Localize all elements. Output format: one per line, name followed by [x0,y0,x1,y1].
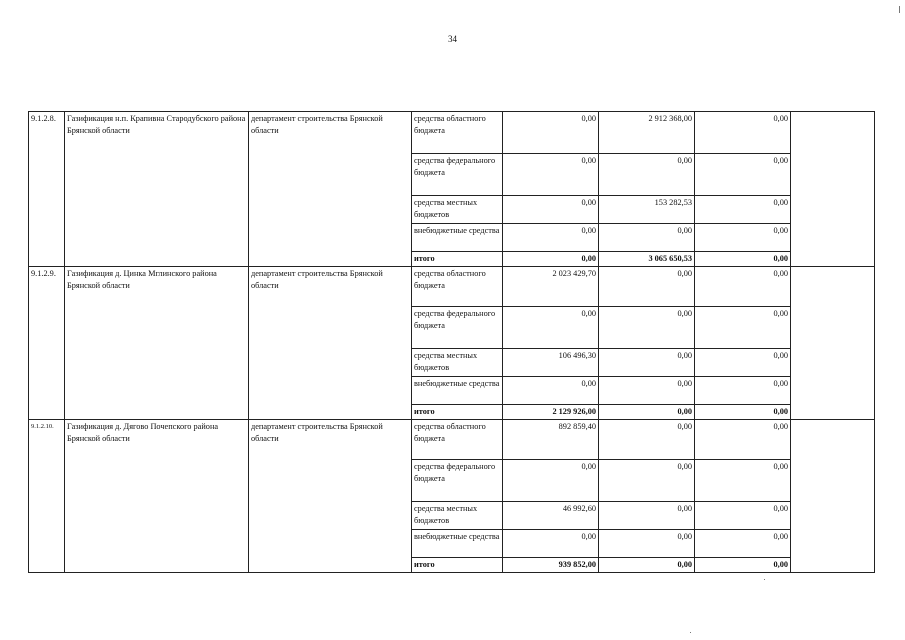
funding-source: средства областного бюджета [412,420,503,460]
value-cell: 0,00 [599,267,695,307]
value-cell: 0,00 [695,377,791,405]
funding-table [28,111,875,573]
value-cell: 0,00 [503,377,599,405]
funding-source: итого [412,405,503,420]
item-code: 9.1.2.8. [29,112,65,267]
scan-dot [690,632,691,633]
funding-source: средства федерального бюджета [412,154,503,196]
funding-source: внебюджетные средства [412,530,503,558]
item-name: Газификация н.п. Крапивна Стародубского района Брянской области [65,112,249,267]
value-cell: 0,00 [503,112,599,154]
funding-source: средства местных бюджетов [412,502,503,530]
value-cell: 0,00 [695,349,791,377]
value-cell: 0,00 [599,307,695,349]
funding-source: средства местных бюджетов [412,349,503,377]
value-cell: 0,00 [503,252,599,267]
item-name: Газификация д. Дягово Почепского района Брянской области [65,420,249,573]
value-cell: 106 496,30 [503,349,599,377]
value-cell: 0,00 [599,420,695,460]
value-cell: 0,00 [695,267,791,307]
value-cell: 0,00 [503,307,599,349]
item-executor: департамент строительства Брянской области [249,420,412,573]
funding-source: внебюджетные средства [412,224,503,252]
value-cell: 0,00 [599,377,695,405]
funding-source: средства федерального бюджета [412,307,503,349]
table-row [29,420,875,460]
funding-source: средства местных бюджетов [412,196,503,224]
value-cell: 153 282,53 [599,196,695,224]
value-cell: 939 852,00 [503,558,599,573]
value-cell: 0,00 [695,502,791,530]
value-cell: 0,00 [599,530,695,558]
value-cell: 0,00 [599,405,695,420]
funding-source: средства областного бюджета [412,112,503,154]
value-cell: 0,00 [599,224,695,252]
item-executor: департамент строительства Брянской области [249,267,412,420]
empty-cell [791,112,875,267]
value-cell: 0,00 [695,196,791,224]
item-code: 9.1.2.9. [29,267,65,420]
value-cell: 0,00 [695,460,791,502]
funding-source: средства федерального бюджета [412,460,503,502]
value-cell: 0,00 [599,502,695,530]
scan-dot [764,579,765,580]
value-cell: 0,00 [503,224,599,252]
value-cell: 46 992,60 [503,502,599,530]
value-cell: 0,00 [695,252,791,267]
value-cell: 0,00 [695,405,791,420]
value-cell: 0,00 [599,558,695,573]
scan-mark [899,6,900,13]
empty-cell [791,267,875,420]
value-cell: 0,00 [695,154,791,196]
item-executor: департамент строительства Брянской области [249,112,412,267]
funding-source: внебюджетные средства [412,377,503,405]
value-cell: 0,00 [695,224,791,252]
value-cell: 0,00 [695,530,791,558]
value-cell: 0,00 [695,420,791,460]
funding-source: итого [412,252,503,267]
value-cell: 0,00 [695,307,791,349]
item-name: Газификация д. Цинка Мглинского района Брянской области [65,267,249,420]
value-cell: 0,00 [599,460,695,502]
value-cell: 0,00 [599,154,695,196]
funding-source: средства областного бюджета [412,267,503,307]
page-number: 34 [448,34,457,44]
value-cell: 0,00 [599,349,695,377]
table-row [29,112,875,154]
value-cell: 2 129 926,00 [503,405,599,420]
value-cell: 0,00 [695,112,791,154]
value-cell: 892 859,40 [503,420,599,460]
value-cell: 0,00 [695,558,791,573]
funding-source: итого [412,558,503,573]
value-cell: 2 023 429,70 [503,267,599,307]
table-row [29,267,875,307]
value-cell: 2 912 368,00 [599,112,695,154]
value-cell: 0,00 [503,530,599,558]
empty-cell [791,420,875,573]
value-cell: 0,00 [503,460,599,502]
value-cell: 0,00 [503,196,599,224]
value-cell: 0,00 [503,154,599,196]
value-cell: 3 065 650,53 [599,252,695,267]
item-code: 9.1.2.10. [29,420,65,573]
